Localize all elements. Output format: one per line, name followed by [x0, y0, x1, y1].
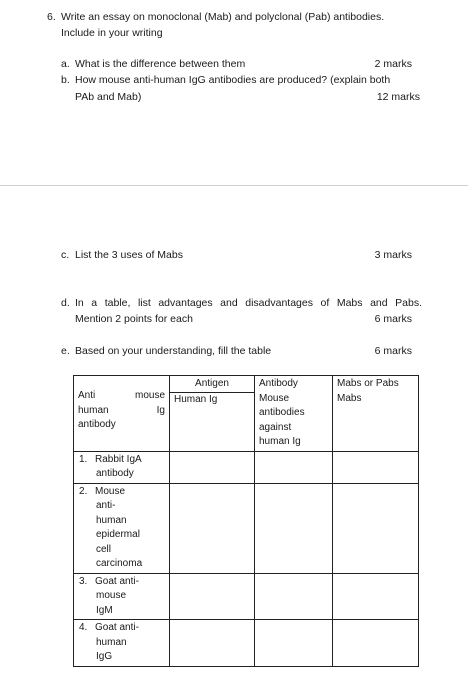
- mabs-header: Mabs or Pabs: [337, 378, 399, 389]
- corner-word: Ig: [156, 404, 165, 416]
- item-d-marks: 6 marks: [374, 313, 412, 325]
- corner-word: Anti: [78, 390, 96, 401]
- antibody-value-line: Mouse: [259, 392, 290, 404]
- item-c-text: List the 3 uses of Mabs: [75, 249, 183, 261]
- row-label-line: anti-: [96, 500, 116, 511]
- answer-cell[interactable]: [333, 573, 419, 620]
- item-a-marks: 2 marks: [374, 58, 412, 70]
- item-d-text-line2: Mention 2 points for each: [75, 313, 193, 325]
- table-header-row: [74, 376, 419, 452]
- answer-cell[interactable]: [170, 620, 255, 667]
- item-d-text-line1: In a table, list advantages and disadvantages of Mabs and Pabs.: [75, 297, 422, 309]
- table-row: [74, 573, 419, 620]
- answer-cell[interactable]: [255, 483, 333, 573]
- row-number: 1.: [79, 453, 88, 465]
- corner-word: human: [78, 404, 109, 416]
- item-e-letter: e.: [61, 345, 70, 357]
- item-b-marks: 12 marks: [376, 91, 420, 103]
- fill-in-table: [73, 375, 419, 667]
- row-label-line: Goat anti-: [95, 575, 139, 587]
- row-label-line: Rabbit IgA: [95, 453, 142, 465]
- row-label-cell: [74, 620, 170, 667]
- answer-cell[interactable]: [170, 573, 255, 620]
- question-text-line1: Write an essay on monoclonal (Mab) and polyclonal (Pab) antibodies.: [61, 11, 385, 23]
- table-row: [74, 451, 419, 483]
- item-a-text: What is the difference between them: [75, 58, 246, 70]
- row-number: 3.: [79, 575, 88, 587]
- answer-cell[interactable]: [255, 573, 333, 620]
- corner-word: mouse: [134, 390, 165, 401]
- answer-cell[interactable]: [255, 620, 333, 667]
- row-label-line: human: [96, 514, 127, 526]
- row-label-line: mouse: [96, 590, 127, 601]
- item-b-letter: b.: [61, 74, 70, 86]
- row-number: 4.: [79, 622, 88, 633]
- row-label-line: IgG: [96, 651, 113, 662]
- row-number: 2.: [79, 485, 88, 497]
- row-label-cell: [74, 483, 170, 573]
- row-label-cell: [74, 451, 170, 483]
- antibody-value-line: human Ig: [259, 436, 301, 447]
- corner-cell: [74, 376, 170, 452]
- mabs-cell: [333, 376, 419, 452]
- antigen-header: Antigen: [170, 377, 254, 393]
- mabs-value: Mabs: [337, 392, 362, 404]
- answer-cell[interactable]: [255, 451, 333, 483]
- row-label-line: carcinoma: [96, 558, 143, 569]
- answer-cell[interactable]: [333, 620, 419, 667]
- item-b-text-line1: How mouse anti-human IgG antibodies are produced? (explain both: [75, 74, 391, 86]
- answer-cell[interactable]: [333, 451, 419, 483]
- row-label-line: IgM: [96, 604, 113, 616]
- item-b-text-line2: PAb and Mab): [75, 91, 142, 103]
- page-divider: [0, 185, 468, 186]
- row-label-cell: [74, 573, 170, 620]
- row-label-line: human: [96, 636, 127, 648]
- row-label-line: Mouse: [95, 485, 126, 497]
- table-row: [74, 620, 419, 667]
- item-c-letter: c.: [61, 249, 70, 261]
- row-label-line: epidermal: [96, 529, 140, 540]
- row-label-line: cell: [96, 543, 112, 555]
- antibody-header: Antibody: [259, 378, 298, 389]
- antibody-value-line: antibodies: [259, 407, 305, 418]
- antigen-cell: [170, 376, 255, 452]
- question-number: 6.: [47, 11, 56, 23]
- answer-cell[interactable]: [333, 483, 419, 573]
- table-row: [74, 483, 419, 573]
- antibody-value-line: against: [259, 421, 292, 433]
- row-label-line: antibody: [96, 468, 134, 479]
- item-e-marks: 6 marks: [374, 345, 412, 357]
- item-a-letter: a.: [61, 58, 70, 70]
- item-e-text: Based on your understanding, fill the table: [75, 345, 272, 357]
- question-text-line2: Include in your writing: [61, 27, 163, 39]
- antibody-cell: [255, 376, 333, 452]
- answer-cell[interactable]: [170, 483, 255, 573]
- answer-cell[interactable]: [170, 451, 255, 483]
- row-label-line: Goat anti-: [95, 622, 139, 633]
- item-d-letter: d.: [61, 297, 70, 309]
- item-c-marks: 3 marks: [374, 249, 412, 261]
- antigen-value: Human Ig: [174, 393, 218, 405]
- corner-word: antibody: [78, 419, 116, 430]
